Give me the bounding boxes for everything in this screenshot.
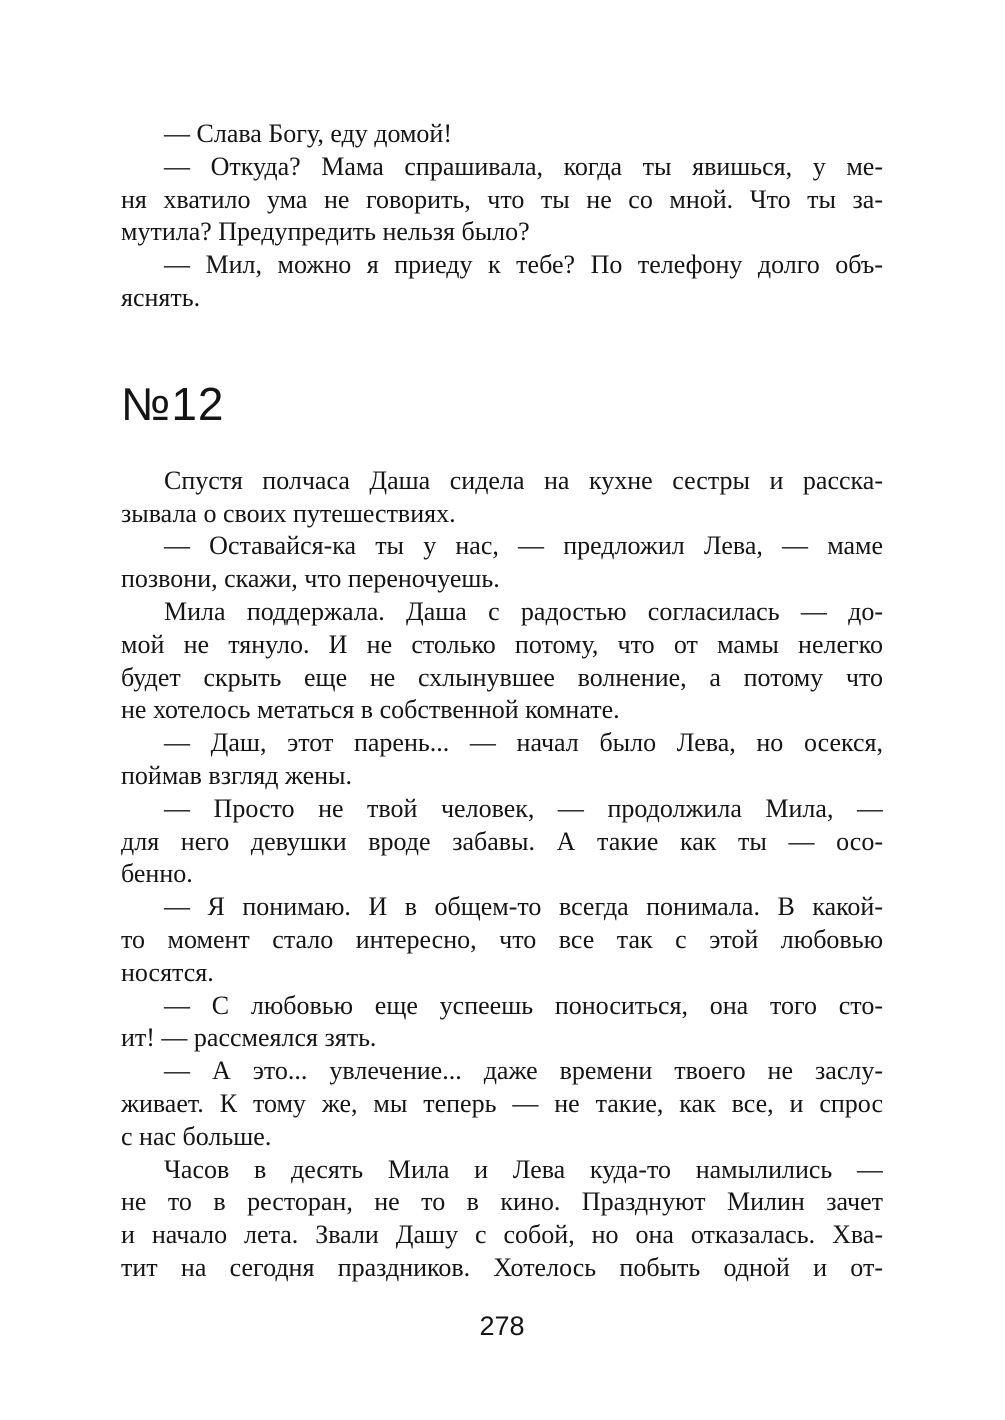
text-line: позвони, скажи, что переночуешь. — [121, 564, 500, 594]
text-line: Спустя полчаса Даша сидела на кухне сестры и расска- — [164, 465, 883, 495]
text-line: тит на сегодня праздников. Хотелось побыть одной и от- — [121, 1252, 883, 1282]
text-line: мой не тянуло. И не столько потому, что от мамы нелегко — [121, 629, 883, 659]
text-line: и начало лета. Звали Дашу с собой, но она отказалась. Хва- — [121, 1220, 883, 1250]
text-line: не хотелось метаться в собственной комнате. — [121, 695, 620, 725]
paragraph — [121, 1055, 883, 1153]
page-number: 278 — [479, 1311, 525, 1341]
paragraph — [121, 891, 883, 989]
text-line: — Просто не твой человек, — продолжила Мила, — — [164, 793, 883, 823]
text-column — [121, 118, 883, 1285]
text-line: — С любовью еще успеешь поноситься, она того сто- — [164, 990, 883, 1020]
paragraph — [121, 465, 883, 531]
chapter-heading: №12 — [121, 377, 225, 430]
text-line: то момент стало интересно, что все так с этой любовью — [121, 924, 883, 954]
text-line: яснять. — [121, 282, 201, 312]
paragraph — [121, 596, 883, 727]
text-line: Часов в десять Мила и Лева куда-то намылились — — [164, 1154, 883, 1184]
text-line: носятся. — [121, 957, 214, 987]
text-line: — Оставайся-ка ты у нас, — предложил Лева, — маме — [164, 531, 883, 561]
text-line: бенно. — [121, 859, 193, 889]
text-line: с нас больше. — [121, 1121, 272, 1151]
text-line: поймав взгляд жены. — [121, 760, 353, 790]
text-line: — А это... увлечение... даже времени твоего не заслу- — [164, 1056, 883, 1086]
paragraph — [121, 727, 883, 793]
text-line: мутила? Предупредить нельзя было? — [121, 217, 530, 247]
text-line: живает. К тому же, мы теперь — не такие, как все, и спрос — [121, 1088, 883, 1118]
paragraph — [121, 530, 883, 596]
text-line: — Слава Богу, еду домой! — [164, 119, 453, 148]
text-line: — Я понимаю. И в общем-то всегда понимала. В какой- — [164, 892, 883, 922]
text-line: ит! — рассмеялся зять. — [121, 1023, 377, 1053]
text-line: будет скрыть еще не схлынувшее волнение, а потому что — [121, 662, 883, 692]
text-line: Мила поддержала. Даша с радостью согласилась — до- — [164, 596, 883, 626]
text-line: для него девушки вроде забавы. А такие как ты — осо- — [121, 826, 883, 856]
paragraph — [121, 249, 883, 315]
text-line: — Даш, этот парень... — начал было Лева, но осекся, — [164, 728, 883, 758]
text-line: ня хватило ума не говорить, что ты не со мной. Что ты за- — [121, 184, 883, 214]
paragraph — [121, 793, 883, 891]
text-line: — Откуда? Мама спрашивала, когда ты явишься, у ме- — [164, 151, 883, 181]
paragraph — [121, 151, 883, 249]
text-line: зывала о своих путешествиях. — [121, 498, 456, 528]
text-line: не то в ресторан, не то в кино. Празднуют Милин зачет — [121, 1187, 883, 1217]
paragraph — [121, 1154, 883, 1285]
paragraph — [121, 990, 883, 1056]
paragraph — [121, 118, 883, 151]
text-line: — Мил, можно я приеду к тебе? По телефону долго объ- — [164, 250, 883, 280]
